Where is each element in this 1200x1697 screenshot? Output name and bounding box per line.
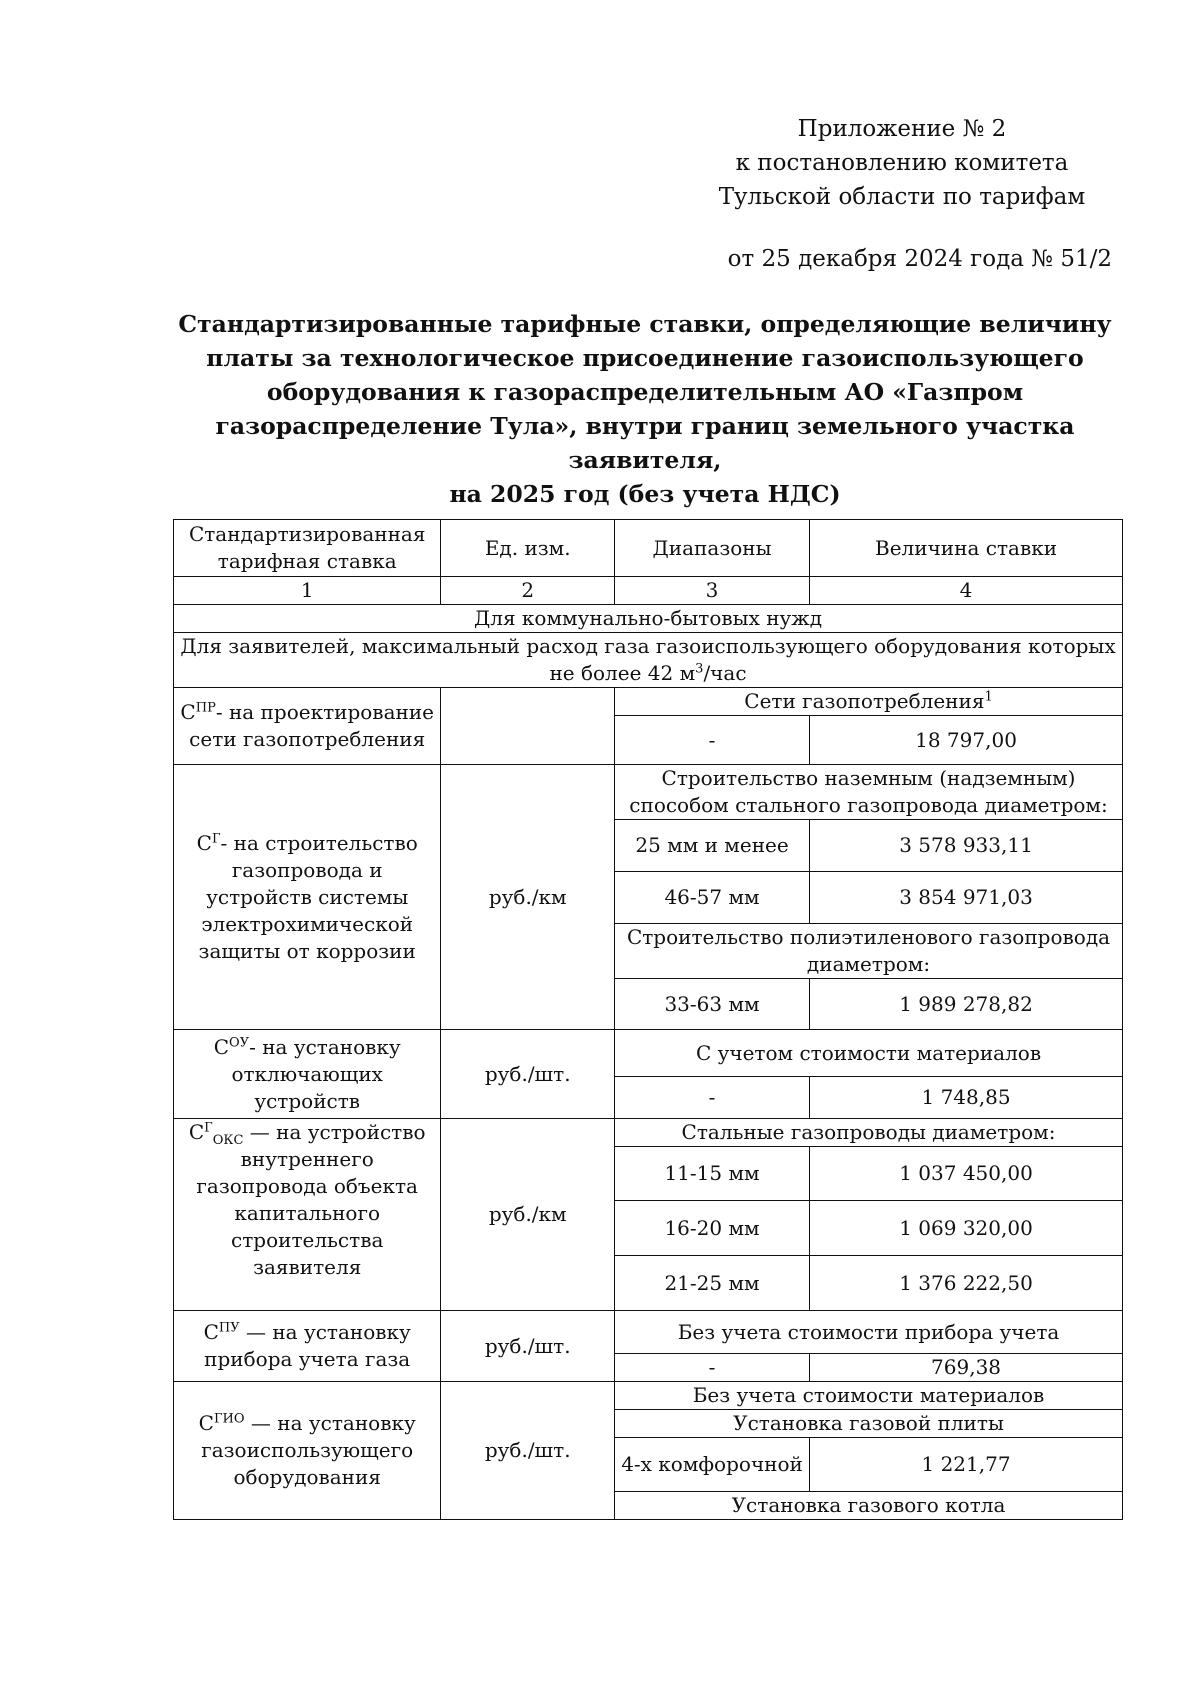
title-line: платы за технологическое присоединение газоиспользующего xyxy=(206,344,1084,372)
section-title: Для коммунально-бытовых нужд xyxy=(174,605,1123,633)
subsection-text: Для заявителей, максимальный расход газа газоиспользующего оборудования которых не более 42 м xyxy=(180,634,1116,685)
table-row xyxy=(174,688,1123,716)
subsection-title xyxy=(174,633,1123,688)
annex-line: Тульской области по тарифам xyxy=(718,184,1086,210)
value-cell: 18 797,00 xyxy=(810,716,1123,765)
range-cell: - xyxy=(615,716,810,765)
column-number: 1 xyxy=(174,577,441,605)
value-cell: 1 037 450,00 xyxy=(810,1147,1123,1201)
rate-description: - на установку отключающих устройств xyxy=(231,1034,401,1113)
column-number: 3 xyxy=(615,577,810,605)
value-cell: 3 854 971,03 xyxy=(810,872,1123,924)
rate-description: - на проектирование сети газопотребления xyxy=(189,700,434,751)
value-cell: 1 069 320,00 xyxy=(810,1201,1123,1256)
rate-superscript: ГИО xyxy=(213,1411,245,1427)
title-line: оборудования к газораспределительным АО «Газпром xyxy=(266,378,1024,406)
unit-cell: руб./км xyxy=(441,765,615,1030)
rate-description: — на установку прибора учета газа xyxy=(204,1320,411,1371)
rate-description: — на установку газоиспользующего оборудования xyxy=(201,1411,416,1489)
subheader-cell: Строительство наземным (надземным) способом стального газопровода диаметром: xyxy=(615,765,1123,820)
range-cell: 33-63 мм xyxy=(615,979,810,1030)
rate-description: — на устройство внутреннего газопровода объекта капитального строительства заявителя xyxy=(196,1120,426,1279)
header-cell-value: Величина ставки xyxy=(810,520,1123,577)
range-cell: 21-25 мм xyxy=(615,1256,810,1311)
subheader-cell: Установка газовой плиты xyxy=(615,1410,1123,1438)
footnote-mark: 1 xyxy=(984,689,993,705)
table-header-row xyxy=(174,520,1123,577)
rate-symbol: С xyxy=(203,1320,219,1344)
title-line: газораспределение Тула», внутри границ земельного участка заявителя, xyxy=(215,412,1075,474)
rate-description: - на строительство газопровода и устройств системы электрохимической защиты от коррозии xyxy=(198,830,418,963)
header-cell-unit: Ед. изм. xyxy=(441,520,615,577)
value-cell: 1 376 222,50 xyxy=(810,1256,1123,1311)
unit-cell: руб./шт. xyxy=(441,1311,615,1382)
section-row xyxy=(174,605,1123,633)
title-line: Стандартизированные тарифные ставки, определяющие величину xyxy=(178,310,1112,338)
column-number-row xyxy=(174,577,1123,605)
subheader-cell: Без учета стоимости материалов xyxy=(615,1382,1123,1410)
range-cell: 4-х комфорочной xyxy=(615,1438,810,1492)
value-cell: 1 221,77 xyxy=(810,1438,1123,1492)
rate-superscript: Г xyxy=(211,830,221,846)
rate-pr-cell xyxy=(174,688,441,765)
subsection-tail: /час xyxy=(703,661,747,685)
rate-symbol: С xyxy=(213,1034,230,1059)
range-cell: - xyxy=(615,1077,810,1119)
header-cell-ranges: Диапазоны xyxy=(615,520,810,577)
rate-oks-cell xyxy=(174,1119,441,1311)
range-cell: 11-15 мм xyxy=(615,1147,810,1201)
unit-cell: руб./шт. xyxy=(441,1382,615,1520)
unit-cell: руб./км xyxy=(441,1119,615,1311)
annex-header xyxy=(692,112,1112,214)
annex-line: к постановлению комитета xyxy=(735,150,1069,176)
subheader-cell: С учетом стоимости материалов xyxy=(615,1030,1123,1077)
rate-symbol: С xyxy=(180,700,196,724)
subheader-cell xyxy=(615,688,1123,716)
column-number: 4 xyxy=(810,577,1123,605)
annex-date: от 25 декабря 2024 года № 51/2 xyxy=(727,246,1112,272)
rate-superscript: ПР xyxy=(195,700,216,716)
column-number: 2 xyxy=(441,577,615,605)
value-cell: 1 989 278,82 xyxy=(810,979,1123,1030)
table-row xyxy=(174,1311,1123,1354)
table-row xyxy=(174,1382,1123,1410)
value-cell: 3 578 933,11 xyxy=(810,820,1123,872)
rate-symbol: С xyxy=(188,1120,205,1144)
annex-line: Приложение № 2 xyxy=(797,116,1007,142)
rate-ou-cell xyxy=(174,1030,441,1119)
tariff-table xyxy=(173,519,1123,1520)
rate-superscript: ПУ xyxy=(218,1320,240,1336)
range-cell: - xyxy=(615,1354,810,1382)
rate-pu-cell xyxy=(174,1311,441,1382)
table-row xyxy=(174,1119,1123,1147)
rate-symbol: С xyxy=(196,830,212,855)
subheader-cell: Строительство полиэтиленового газопровода диаметром: xyxy=(615,924,1123,979)
table-row xyxy=(174,765,1123,820)
table-row xyxy=(174,1030,1123,1077)
rate-superscript: Г xyxy=(204,1120,213,1136)
header-cell-rate: Стандартизированная тарифная ставка xyxy=(174,520,441,577)
rate-symbol: С xyxy=(198,1411,214,1435)
subheader-cell: Стальные газопроводы диаметром: xyxy=(615,1119,1123,1147)
rate-g-cell xyxy=(174,765,441,1030)
subsection-row xyxy=(174,633,1123,688)
rate-gio-cell xyxy=(174,1382,441,1520)
subheader-text: Сети газопотребления xyxy=(744,689,985,713)
range-cell: 25 мм и менее xyxy=(615,820,810,872)
superscript: 3 xyxy=(695,661,704,677)
document-title xyxy=(165,307,1125,511)
rate-subscript: ОКС xyxy=(212,1133,244,1148)
unit-cell xyxy=(441,688,615,765)
value-cell: 769,38 xyxy=(810,1354,1123,1382)
title-line: на 2025 год (без учета НДС) xyxy=(449,480,841,508)
subheader-cell: Установка газового котла xyxy=(615,1492,1123,1520)
rate-superscript: ОУ xyxy=(229,1034,250,1050)
range-cell: 46-57 мм xyxy=(615,872,810,924)
value-cell: 1 748,85 xyxy=(810,1077,1123,1119)
range-cell: 16-20 мм xyxy=(615,1201,810,1256)
subheader-cell: Без учета стоимости прибора учета xyxy=(615,1311,1123,1354)
unit-cell: руб./шт. xyxy=(441,1030,615,1119)
